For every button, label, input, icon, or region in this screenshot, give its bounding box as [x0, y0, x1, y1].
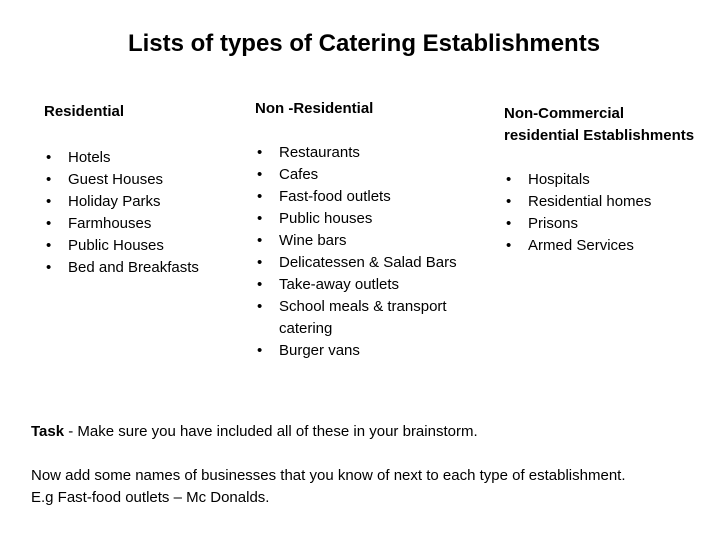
column-heading-line: Non -Residential — [255, 100, 374, 117]
list-item: • Restaurants — [255, 142, 465, 164]
list-item: • Burger vans — [255, 340, 465, 362]
example-line: E.g Fast-food outlets – Mc Donalds. — [31, 489, 270, 506]
list-item: • Guest Houses — [44, 169, 244, 191]
bullet-icon: • — [257, 188, 263, 205]
bullet-icon: • — [46, 193, 52, 210]
bullet-icon: • — [257, 144, 263, 161]
bullet-icon: • — [46, 259, 52, 276]
bullet-icon: • — [257, 276, 263, 293]
bullet-icon: • — [506, 193, 512, 210]
list-item: • Bed and Breakfasts — [44, 257, 244, 279]
task-instructions — [31, 421, 721, 509]
instruction-line: Now add some names of businesses that you know of next to each type of establishment. — [31, 467, 626, 484]
slide-title: Lists of types of Catering Establishments — [127, 30, 601, 57]
column-heading — [504, 103, 724, 147]
non-commercial-column — [504, 103, 724, 257]
list-item: • Public Houses — [44, 235, 244, 257]
bullet-icon: • — [46, 171, 52, 188]
column-heading — [255, 98, 465, 120]
list-item: • Hotels — [44, 147, 244, 169]
list-item: • Armed Services — [504, 235, 724, 257]
task-line — [31, 421, 721, 443]
list-item: • Prisons — [504, 213, 724, 235]
list-item: • Farmhouses — [44, 213, 244, 235]
non-commercial-list — [504, 169, 724, 257]
bullet-icon: • — [257, 254, 263, 271]
residential-list — [44, 147, 244, 279]
residential-column — [44, 101, 244, 279]
list-item: • Cafes — [255, 164, 465, 186]
bullet-icon: • — [46, 237, 52, 254]
bullet-icon: • — [257, 166, 263, 183]
bullet-icon: • — [506, 237, 512, 254]
column-heading — [44, 101, 244, 123]
column-heading-line: residential Establishments — [504, 127, 695, 144]
bullet-icon: • — [257, 232, 263, 249]
list-item: • Wine bars — [255, 230, 465, 252]
list-item: • Public houses — [255, 208, 465, 230]
bullet-icon: • — [506, 171, 512, 188]
list-item: • Delicatessen & Salad Bars — [255, 252, 465, 274]
list-item: • Fast-food outlets — [255, 186, 465, 208]
column-heading-line: Non-Commercial — [504, 105, 625, 122]
bullet-icon: • — [257, 298, 263, 315]
bullet-icon: • — [46, 215, 52, 232]
task-text: - Make sure you have included all of these in your brainstorm. — [64, 423, 478, 440]
non-residential-list — [255, 142, 465, 362]
task-label: Task — [31, 423, 65, 440]
bullet-icon: • — [257, 210, 263, 227]
non-residential-column — [255, 98, 465, 362]
column-heading-line: Residential — [44, 103, 125, 120]
bullet-icon: • — [46, 149, 52, 166]
list-item: • Holiday Parks — [44, 191, 244, 213]
list-item: • School meals & transport catering — [257, 298, 447, 337]
list-item: • Hospitals — [504, 169, 724, 191]
bullet-icon: • — [257, 342, 263, 359]
bullet-icon: • — [506, 215, 512, 232]
list-item: • Residential homes — [504, 191, 724, 213]
list-item: • Take-away outlets — [255, 274, 465, 296]
